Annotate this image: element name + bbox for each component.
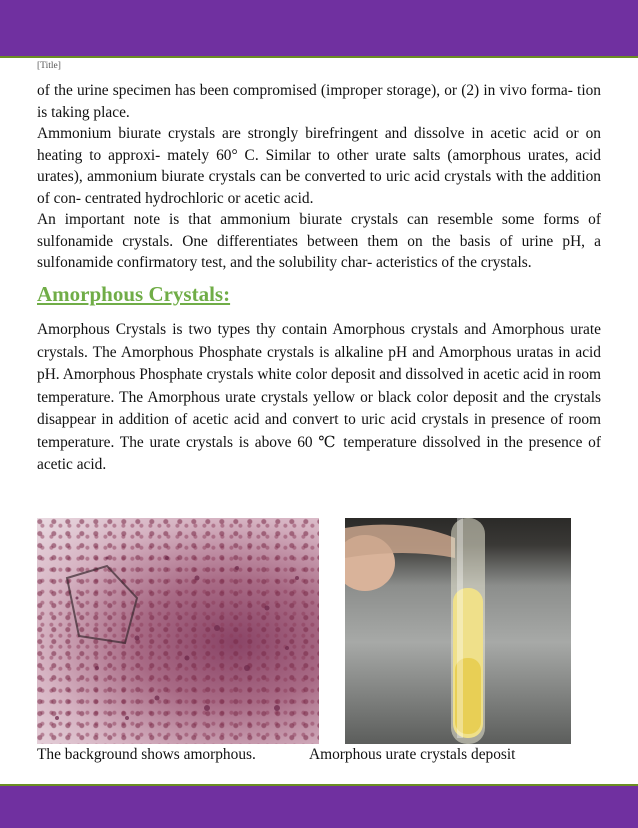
section-body: Amorphous Crystals is two types thy contain Amorphous crystals and Amorphous urate crystals. The Amorphous Phosphate crystals is alkaline pH and Amorphous uratas in acid pH. Amorphous Phosphate crystals white color deposit and dissolved in acetic acid in room temperature. The Amorphous urate crystals yellow or black color deposit and the crystals disappear in addition of acetic acid and convert to uric acid crystals in presence of room temperature. The urate crystals is above 60 ℃ temperature dissolved in the presence of acetic acid. <box>37 321 601 473</box>
microscope-photo <box>37 518 319 744</box>
figure-caption-right: Amorphous urate crystals deposit <box>309 746 516 763</box>
section-heading: Amorphous Crystals: <box>37 282 231 306</box>
footer-band <box>0 784 638 828</box>
microscope-image-art <box>37 518 319 744</box>
title-placeholder: [Title] <box>37 61 61 71</box>
figure-caption-left: The background shows amorphous. <box>37 746 256 763</box>
intro-text <box>37 80 601 274</box>
paragraph: An important note is that ammonium biurate crystals can resemble some forms of sulfonamide crystals. One differentiates between them on the basis of urine pH, a sulfonamide confirmatory test, and the solubility char- acteristics of the crystals. <box>37 211 601 271</box>
header-band <box>0 0 638 58</box>
test-tube-image-art <box>345 518 571 744</box>
paragraph: of the urine specimen has been compromised (improper storage), or (2) in vivo forma- tion is taking place. <box>37 82 601 121</box>
paragraph: Ammonium biurate crystals are strongly birefringent and dissolve in acetic acid or on heating to approxi- mately 60° C. Similar to other urate salts (amorphous urates, acid urates), ammonium biurate crystals can be converted to uric acid crystals with the addition of con- centrated hydrochloric or acetic acid. <box>37 125 601 207</box>
test-tube-photo <box>345 518 571 744</box>
